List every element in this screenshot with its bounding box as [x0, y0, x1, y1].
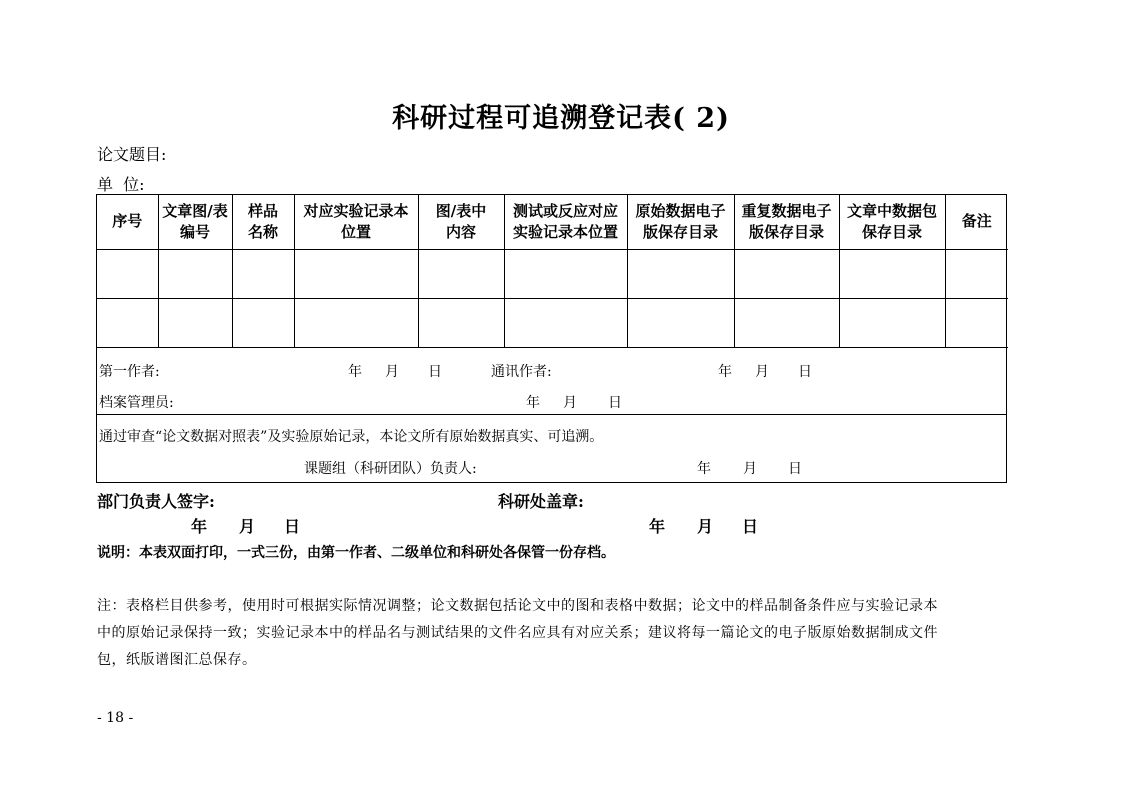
review-statement: 通过审查“论文数据对照表”及实验原始记录，本论文所有原始数据真实、可追溯。 [99, 429, 604, 445]
dept-head-label: 部门负责人签字: [97, 492, 215, 511]
table-cell[interactable] [97, 249, 158, 298]
table-row [97, 249, 1008, 298]
table-cell[interactable] [504, 298, 627, 347]
dept-date-year: 年 [191, 517, 208, 536]
table-row [97, 298, 1008, 347]
col-header-index: 序号 [97, 195, 158, 249]
table-cell[interactable] [627, 298, 734, 347]
page-number: - 18 - [97, 710, 134, 726]
review-section [97, 414, 1006, 483]
archive-date-year: 年 [526, 395, 540, 411]
corresponding-date-day: 日 [798, 364, 812, 380]
col-header-package-dir: 文章中数据包 保存目录 [839, 195, 945, 249]
unit-label: 单 位: [97, 175, 145, 194]
paper-title-label: 论文题目: [97, 145, 167, 164]
table-header-row [97, 195, 1008, 249]
col-header-figure-content: 图/表中 内容 [418, 195, 504, 249]
author-signature-section [97, 347, 1006, 414]
group-leader-date-month: 月 [743, 461, 757, 477]
table-cell[interactable] [945, 298, 1008, 347]
table-cell[interactable] [294, 298, 418, 347]
corresponding-date-year: 年 [718, 364, 732, 380]
table-cell[interactable] [158, 298, 232, 347]
table-cell[interactable] [294, 249, 418, 298]
col-header-raw-data-dir: 原始数据电子 版保存目录 [627, 195, 734, 249]
col-header-remarks: 备注 [945, 195, 1008, 249]
archive-date-day: 日 [608, 395, 622, 411]
office-date-day: 日 [742, 517, 759, 536]
group-leader-label: 课题组（科研团队）负责人: [304, 461, 477, 477]
office-date-year: 年 [649, 517, 666, 536]
dept-date-day: 日 [284, 517, 301, 536]
page-title: 科研过程可追溯登记表( 2) [392, 103, 730, 134]
note-line: 中的原始记录保持一致；实验记录本中的样品名与测试结果的文件名应具有对应关系；建议将每一篇论文的电子版原始数据制成文件 [97, 625, 938, 641]
col-header-figure-number: 文章图/表 编号 [158, 195, 232, 249]
table-cell[interactable] [232, 249, 294, 298]
dept-date-month: 月 [239, 517, 256, 536]
table-cell[interactable] [627, 249, 734, 298]
table-cell[interactable] [839, 298, 945, 347]
group-leader-date-year: 年 [697, 461, 711, 477]
col-header-notebook-location: 对应实验记录本 位置 [294, 195, 418, 249]
research-office-label: 科研处盖章: [498, 492, 584, 511]
col-header-sample-name: 样品 名称 [232, 195, 294, 249]
corresponding-date-month: 月 [755, 364, 769, 380]
col-header-repeat-data-dir: 重复数据电子 版保存目录 [734, 195, 839, 249]
table-cell[interactable] [97, 298, 158, 347]
table-cell[interactable] [734, 298, 839, 347]
corresponding-author-label: 通讯作者: [491, 364, 552, 380]
registration-table [96, 194, 1007, 483]
group-leader-date-day: 日 [788, 461, 802, 477]
table-cell[interactable] [158, 249, 232, 298]
table-cell[interactable] [839, 249, 945, 298]
first-author-label: 第一作者: [99, 364, 160, 380]
table-cell[interactable] [734, 249, 839, 298]
first-author-date-month: 月 [385, 364, 399, 380]
archive-admin-label: 档案管理员: [99, 395, 174, 411]
instruction-text: 说明：本表双面打印，一式三份，由第一作者、二级单位和科研处各保管一份存档。 [97, 545, 615, 561]
office-date-month: 月 [697, 517, 714, 536]
table-cell[interactable] [504, 249, 627, 298]
first-author-date-year: 年 [348, 364, 362, 380]
col-header-test-location: 测试或反应对应 实验记录本位置 [504, 195, 627, 249]
note-line: 包，纸版谱图汇总保存。 [97, 652, 257, 668]
first-author-date-day: 日 [428, 364, 442, 380]
table-cell[interactable] [418, 298, 504, 347]
table-cell[interactable] [418, 249, 504, 298]
archive-date-month: 月 [563, 395, 577, 411]
table-cell[interactable] [945, 249, 1008, 298]
table-cell[interactable] [232, 298, 294, 347]
note-line: 注：表格栏目供参考，使用时可根据实际情况调整；论文数据包括论文中的图和表格中数据；论文中的样品制备条件应与实验记录本 [97, 598, 938, 614]
